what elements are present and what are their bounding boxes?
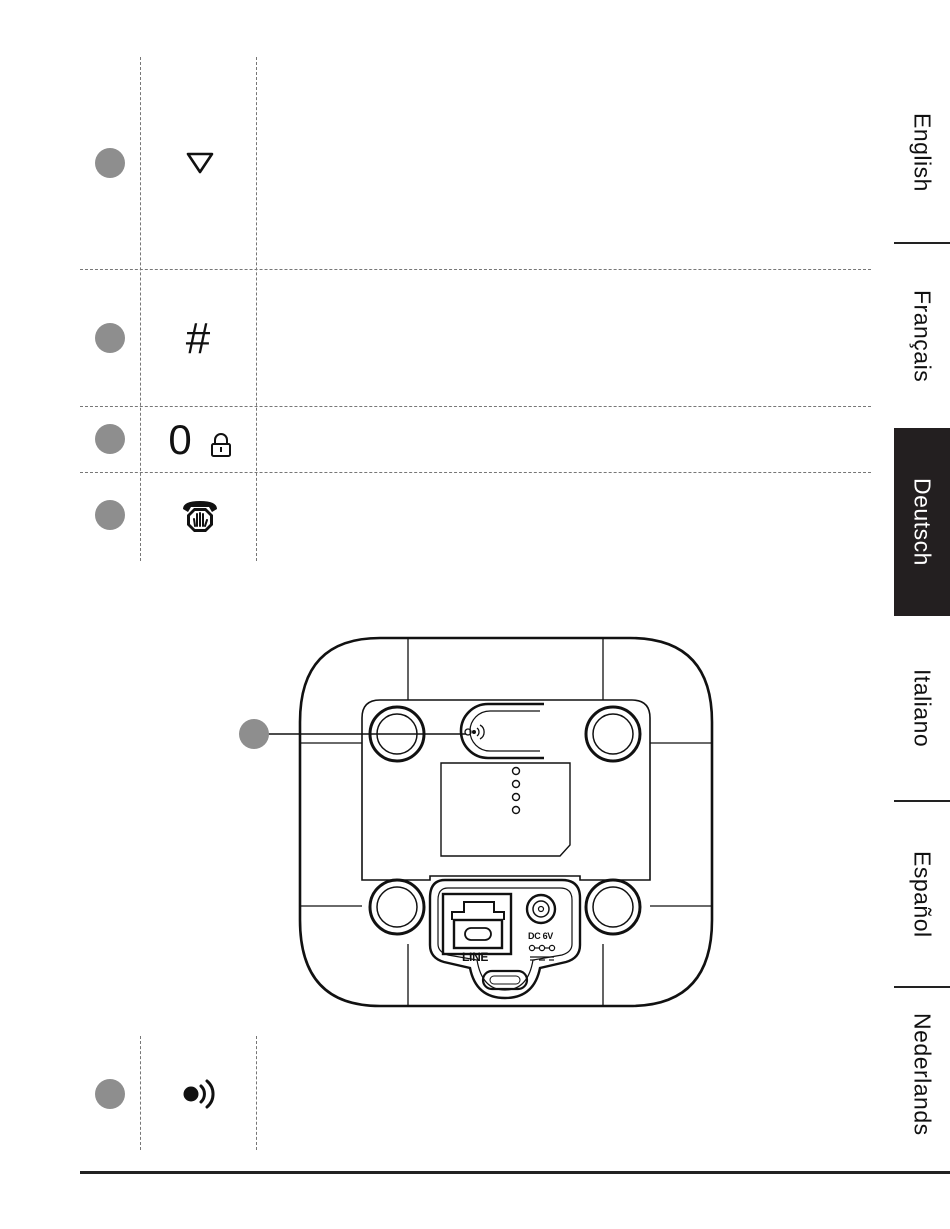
tab-english[interactable] xyxy=(894,62,950,242)
dc-port-label: DC 6V xyxy=(528,931,554,941)
line-port-label: LINE xyxy=(462,950,489,964)
tab-label: Deutsch xyxy=(909,478,936,566)
tab-espanol[interactable] xyxy=(894,802,950,986)
page-signal-icon xyxy=(170,1076,230,1112)
tab-label: Italiano xyxy=(909,668,936,748)
tab-label: English xyxy=(909,112,936,192)
tab-label: Español xyxy=(909,850,936,938)
column-divider-left xyxy=(140,1036,141,1150)
tab-deutsch[interactable] xyxy=(894,428,950,616)
tab-francais[interactable] xyxy=(894,244,950,428)
tab-label: Français xyxy=(909,289,936,383)
row-marker-dot xyxy=(95,1079,125,1109)
hash-symbol: # xyxy=(185,314,211,363)
tab-nederlands[interactable] xyxy=(894,988,950,1160)
tab-italiano[interactable] xyxy=(894,616,950,800)
tab-label: Nederlands xyxy=(909,1012,936,1136)
callout-marker-dot xyxy=(239,719,269,749)
column-divider-right xyxy=(256,1036,257,1150)
zero-symbol: 0 xyxy=(168,416,192,463)
bottom-rule xyxy=(80,1171,950,1174)
